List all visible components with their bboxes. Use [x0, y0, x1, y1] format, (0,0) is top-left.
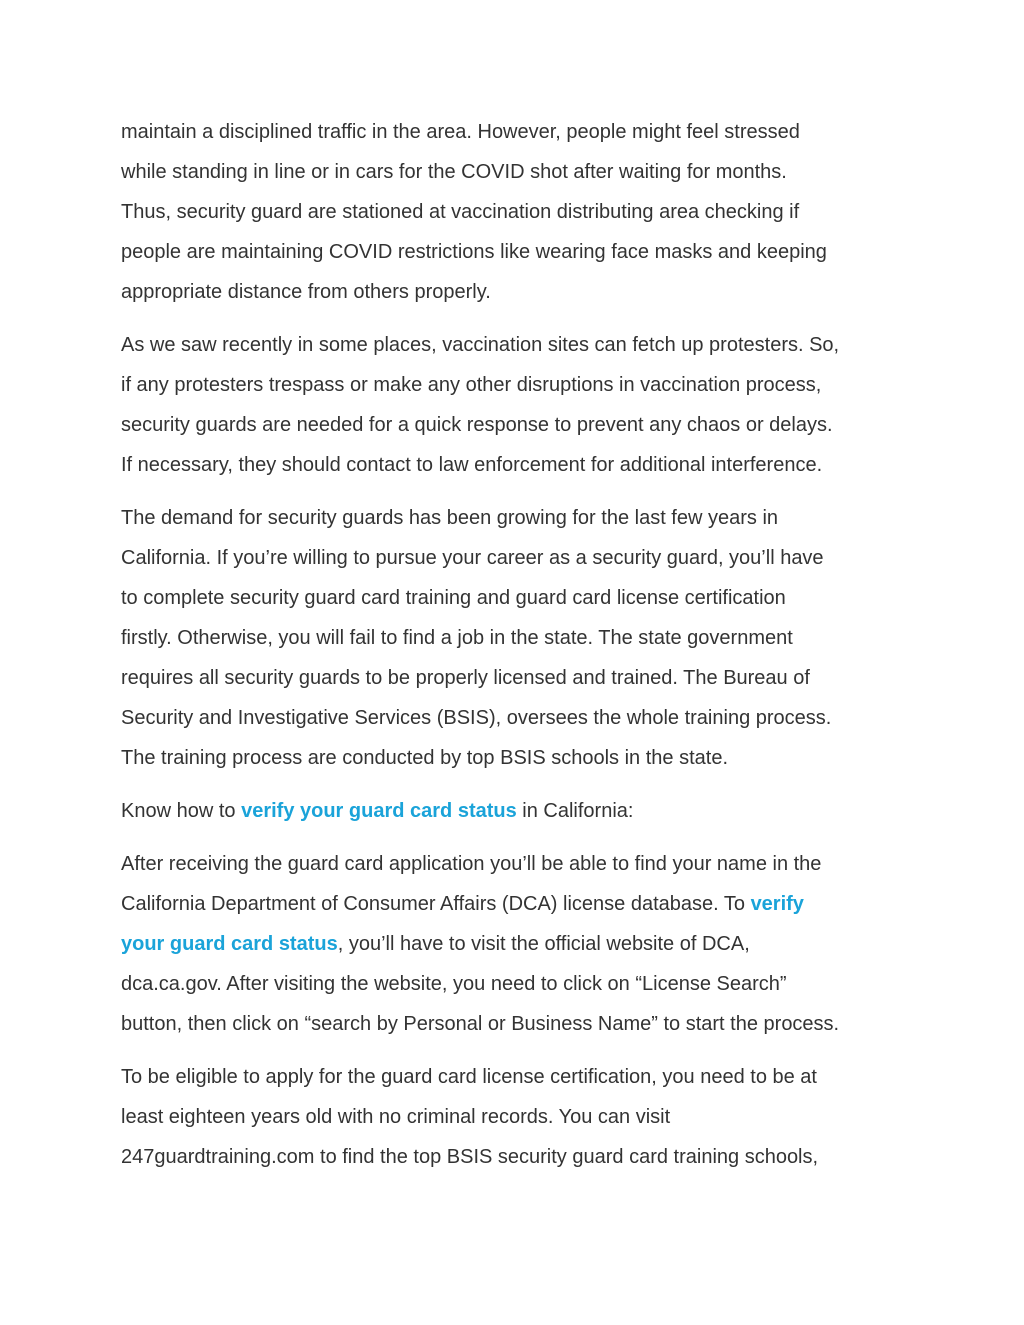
verify-guard-card-link-part2[interactable]: your guard card status	[121, 933, 338, 955]
text-line: The demand for security guards has been growing for the last few years in	[121, 507, 779, 529]
text-line: The training process are conducted by top BSIS schools in the state.	[121, 747, 729, 769]
text-line: appropriate distance from others properly.	[121, 281, 491, 303]
text-line: to complete security guard card training and guard card license certification	[121, 587, 786, 609]
text-line: As we saw recently in some places, vaccination sites can fetch up protesters. So,	[121, 334, 840, 356]
text-line: security guards are needed for a quick response to prevent any chaos or delays.	[121, 414, 833, 436]
text-line	[121, 924, 921, 964]
text-line: while standing in line or in cars for the COVID shot after waiting for months.	[121, 161, 787, 183]
text-line	[121, 884, 921, 924]
text-line: If necessary, they should contact to law enforcement for additional interference.	[121, 454, 823, 476]
text-line: firstly. Otherwise, you will fail to find a job in the state. The state government	[121, 627, 793, 649]
paragraph-after-receiving	[121, 844, 921, 1044]
paragraph-protesters	[121, 325, 921, 485]
text-line: button, then click on “search by Personal or Business Name” to start the process.	[121, 1013, 840, 1035]
text-line: maintain a disciplined traffic in the area. However, people might feel stressed	[121, 121, 800, 143]
verify-guard-card-link[interactable]: verify your guard card status	[241, 800, 517, 822]
text-line: After receiving the guard card application you’ll be able to find your name in the	[121, 853, 822, 875]
text-line	[121, 791, 921, 831]
text-segment: in California:	[516, 800, 634, 822]
text-line: if any protesters trespass or make any other disruptions in vaccination process,	[121, 374, 822, 396]
text-line: Security and Investigative Services (BSIS), oversees the whole training process.	[121, 707, 832, 729]
text-line: dca.ca.gov. After visiting the website, you need to click on “License Search”	[121, 973, 787, 995]
text-line: people are maintaining COVID restrictions like wearing face masks and keeping	[121, 241, 827, 263]
text-segment: , you’ll have to visit the official website of DCA,	[337, 933, 750, 955]
text-segment: California Department of Consumer Affairs (DCA) license database. To	[121, 893, 751, 915]
document-body	[121, 112, 921, 1190]
text-line: least eighteen years old with no criminal records. You can visit	[121, 1106, 671, 1128]
paragraph-eligibility	[121, 1057, 921, 1177]
text-line: 247guardtraining.com to find the top BSIS security guard card training schools,	[121, 1146, 819, 1168]
verify-guard-card-link-part1[interactable]: verify	[750, 893, 804, 915]
text-line: To be eligible to apply for the guard card license certification, you need to be at	[121, 1066, 817, 1088]
text-segment: Know how to	[121, 800, 242, 822]
paragraph-traffic	[121, 112, 921, 312]
paragraph-demand	[121, 498, 921, 778]
text-line: California. If you’re willing to pursue your career as a security guard, you’ll have	[121, 547, 824, 569]
paragraph-know-how	[121, 791, 921, 831]
text-line: Thus, security guard are stationed at vaccination distributing area checking if	[121, 201, 800, 223]
text-line: requires all security guards to be properly licensed and trained. The Bureau of	[121, 667, 810, 689]
